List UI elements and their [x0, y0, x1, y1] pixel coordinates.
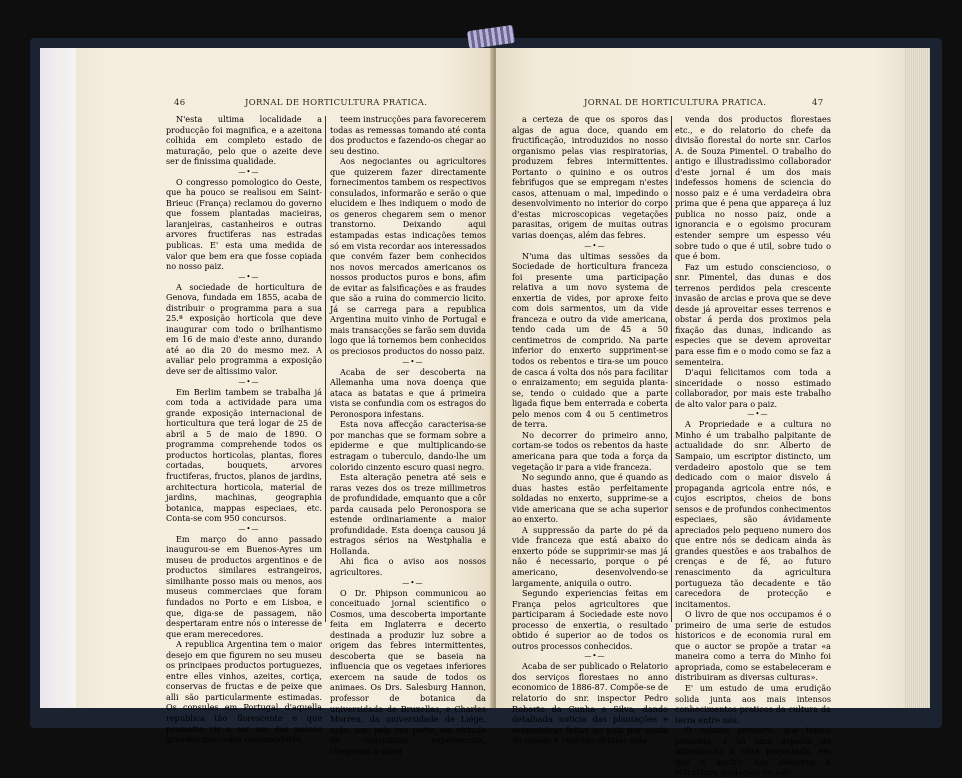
paragraph: Em março do anno passado inaugurou-se em Buenos-Ayres um museu de productos argentinos e de productos similares estrangeiros, similhante posso mais ou menos, aos museus commerciaes que foram fundados no Porto e em Lisboa, e que, diga-se de passagem, não despertaram entre nós o interesse de que eram merecedores.: [166, 533, 322, 639]
paragraph: venda dos productos florestaes etc., e do relatorio do chefe da divisão florestal do norte snr. Carlos A. de Souza Pimentel. O trabalho do antigo e illustradissimo collaborador d'este jornal é um dos mais indefessos homens de sciencia do nosso paiz e é uma verdadeira obra prima que é pena que appareça á luz publica no nosso paiz, onde a ignorancia e o egoismo procuram estender sempre um espesso véu sobre tudo o que é util, sobre tudo o que é bom.: [675, 114, 831, 262]
paragraph: No decorrer do primeiro anno, cortam-se todos os rebentos da haste americana para que toda a força da vegetação ir para a vide franceza.: [512, 429, 668, 472]
left-running-head: JORNAL DE HORTICULTURA PRATICA.: [245, 98, 428, 108]
page-stack-left: [40, 48, 80, 708]
paragraph: A sociedade de horticultura de Genova, fundada em 1855, acaba de distribuir o programma para a sua 25.ª exposição horticola que deve inaugurar com todo o brilhantismo em 16 de maio d'este anno, durando até ao dia 20 do mesmo mez. A avaliar pelo programma a exposição deve ser de altissimo valor.: [166, 281, 322, 377]
paragraph: Acaba de ser publicado o Relatorio dos serviços florestaes no anno economico de 1886-87. Compõe-se de relatorio do snr. inspector Pedro Roberto da Cunha e Silva, dando detalhada noticia das plantações e sementeiras feitas no paiz por conta do estado e receitas obtidas pela: [512, 661, 668, 746]
paragraph: teem instrucções para favorecerem todas as remessas tomando até conta dos productos e fazendo-os chegar ao seu destino.: [330, 114, 486, 156]
section-separator: —•—: [238, 272, 260, 281]
paragraph: N'esta ultima localidade a producção foi magnifica, e a azeitona colhida em completo estado de maturação, pelo que o azeite deve ser de finissima qualidade.: [166, 114, 322, 167]
paragraph: A Propriedade e a cultura no Minho é um trabalho palpitante de actualidade do snr. Alberto de Sampaio, um escriptor distincto, um verdadeiro apostolo que se tem dedicado com o maior disvelo á propaganda agricola entre nós, e cujos escriptos, cheios de bons sensos e de profundos conhecimentos especiaes, são ávidamente apreciados pelo pequeno numero dos que entre nós se dedicam ainda às grandes questões e aos trabalhos de crenças e de fé, ao futuro renascimento da agricultura portugueza tão decadente e tão carecedora de protecção e incitamentos.: [675, 419, 831, 609]
right-running-head: JORNAL DE HORTICULTURA PRATICA.: [584, 98, 767, 108]
paragraph: Acaba de ser descoberta na Allemanha uma nova doença que ataca as batatas e que á primeira vista se confundia com os estragos do Peronospora infestans.: [330, 366, 486, 419]
section-separator: —•—: [402, 357, 424, 366]
left-column-1: [166, 114, 322, 745]
paragraph: O congresso pomologico do Oeste, que ha pouco se realisou em Saint-Brieuc (França) reclamou do governo que fossem plantadas macieiras, laranjeiras, castanheiros e outras arvores fructiferas nas estradas publicas. E' esta uma medida de valor que bem era que fosse copiada no nosso paiz.: [166, 176, 322, 272]
paragraph: Ahi fica o aviso aos nossos agricultores.: [330, 556, 486, 577]
section-separator: —•—: [584, 241, 606, 250]
paragraph: A suppressão da parte do pé da vide franceza que está abaixo do enxerto póde se supprimir-se mas já não é necessario, porque o pé americano, desenvolvendo-se largamente, aniquila o outro.: [512, 524, 668, 588]
paragraph: D'aqui felicitamos com toda a sinceridade o nosso estimado collaborador, por mais este trabalho de alto valor para o paiz.: [675, 367, 831, 409]
paragraph: Em Berlim tambem se trabalha já com toda a actividade para uma grande exposição internacional de horticultura que terá logar de 25 de abril a 5 de maio de 1890. O programma comprehende todos os productos horticolas, plantas, flores cortadas, bouquets, arvores fructiferas, fructos, planos de jardins, architectura horticola, material de jardins, machinas, geographia botanica, mappas especiaes, etc. Conta-se com 950 concursos.: [166, 386, 322, 524]
paragraph: O Dr. Phipson communicou ao conceituado jornal scientifico o Cosmos, uma descoberta importante feita em Inglaterra e decerto destinada a produzir luz sobre a origem das febres intermittentes, descoberta que se baseia na influencia que os vegetaes inferiores exercem na saude de todos os animaes. Os Drs. Salesburg Hannon, professor de botanica da universidade de Bruxellas, e Charles Morren, da universidade de Liége, ezão, um, pela sua parte, em virtude de constantes experiencias, chegaram a obter: [330, 587, 486, 756]
right-column-2: [675, 114, 831, 778]
paragraph: Esta alteração penetra até seis e raras vezes dos os treze millimetros de profundidade, emquanto que a côr parda causada pelo Peronospora se estende ordinariamente a maior profundidade. Esta doença causou já estragos sérios na Westphalia e Hollanda.: [330, 472, 486, 556]
section-separator: —•—: [238, 167, 260, 176]
paragraph: O volume primeiro, que temos presente, é só uma especie de introducção á obra projectada, em que o auctor nos descreve a estructura geologica do sólo: [675, 725, 831, 778]
section-separator: —•—: [238, 524, 260, 533]
right-column-1: [512, 114, 668, 746]
paragraph: Aos negociantes ou agricultores que quizerem fazer directamente fornecimentos tambem os respectivos consulados, informarão e serão o que elucidem e lhes indiquem o modo de os generos chegarem sem o menor transtorno. Deixando aqui estampadas estas indicações temos só em vista recordar aos interessados que convém fazer bem conhecidos nos novos mercados americanos os nossos productos puros e bons, afim de evitar as falsificações e as fraudes que são a ruina do commercio licito. Já se carrega para a republica Argentina muito vinho de Portugal e mais transacções se farão sem duvida logo que lá tornemos bem conhecidos os preciosos productos do nosso paiz.: [330, 156, 486, 357]
section-separator: —•—: [402, 578, 424, 587]
right-page-number: 47: [812, 98, 824, 108]
section-separator: —•—: [747, 410, 769, 419]
page-stack-right: [900, 48, 930, 708]
left-column-2: [330, 114, 486, 756]
paragraph: O livro de que nos occupamos é o primeiro de uma serie de estudos historicos e de economia rural em que o auctor se propõe a tratar «a maneira como a terra do Minho foi apropriada, como se estabeleceram e distribuiram as diversas culturas».: [675, 609, 831, 683]
paragraph: E' um estudo de uma erudição solida junta aos mais intensos conhecimentos praticos da cultura da terra entre nós.: [675, 682, 831, 725]
section-separator: —•—: [584, 652, 606, 661]
right-column-rule: [671, 116, 672, 622]
left-page-number: 46: [174, 98, 186, 108]
left-column-rule: [325, 116, 326, 622]
section-separator: —•—: [238, 377, 260, 386]
paragraph: Faz um estudo consciencioso, o snr. Pimentel, das dunas e dos terrenos perdidos pela crescente invasão de arcias e prova que se deve desde já aproveitar esses terrenos e obstar á perda dos proximos pela fixação das dunas, indicando as especies que se devem aproveitar para esse fim e o modo como se faz a sementeira.: [675, 261, 831, 367]
paragraph: A republica Argentina tem o maior desejo em que figurem no seu museu os principaes productos portuguezes, entre elles vinhos, azeites, cortiça, conservas de fructas e de peixe que alli são particularmente estimadas. Os consules em Portugal d'aquella republica tão florescente e que promette vir a ser um dos nossos grandes mercados consumidores,: [166, 639, 322, 745]
paragraph: Segundo experiencias feitas em França pelos agricultores que participaram á Sociedade este novo processo de enxertia, o resultado obtido é superior ao de todos os outros processos conhecidos.: [512, 588, 668, 651]
paragraph: No segundo anno, que é quando as duas hastes estão perfeitamente soldadas no enxerto, supprime-se a vide americana que se acha superior ao enxerto.: [512, 472, 668, 525]
paragraph: a certeza de que os sporos das algas de agua doce, quando em fructificação, introduzidos no nosso organismo pelas vias respiratorias, produzem febres intermittentes. Portanto o quinino e os outros febrifugos que se empregam n'estes casos, attenuam o mal, impedindo o desenvolvimento no interior do corpo d'estas microscopicas vegetações parasitas, origem de muitas outras varias doenças, além das febres.: [512, 114, 668, 241]
paragraph: Esta nova affecção caracterisa-se por manchas que se formam sobre a epiderme e que multiplicando-se estragam o tuberculo, dando-lhe um colorido cinzento escuro quasi negro.: [330, 419, 486, 472]
paragraph: N'uma das ultimas sessões da Sociedade de horticultura franceza foi presente uma participação relativa a um novo systema de enxertia de vides, por aproxe feito com dois sarmentos, um da vide franceza e outro da vide americana, tendo cada um de 45 a 50 centimetros de comprido. Na parte inferior do enxerto suppriment-se todos os rebentos e tira-se um pouco de casca á volta dos nós para facilitar o enraizamento; em seguida planta-se, tendo o cuidado que a parte ligada fique bem enterrada e coberta pelo menos com 4 ou 5 centimetros de terra.: [512, 250, 668, 430]
